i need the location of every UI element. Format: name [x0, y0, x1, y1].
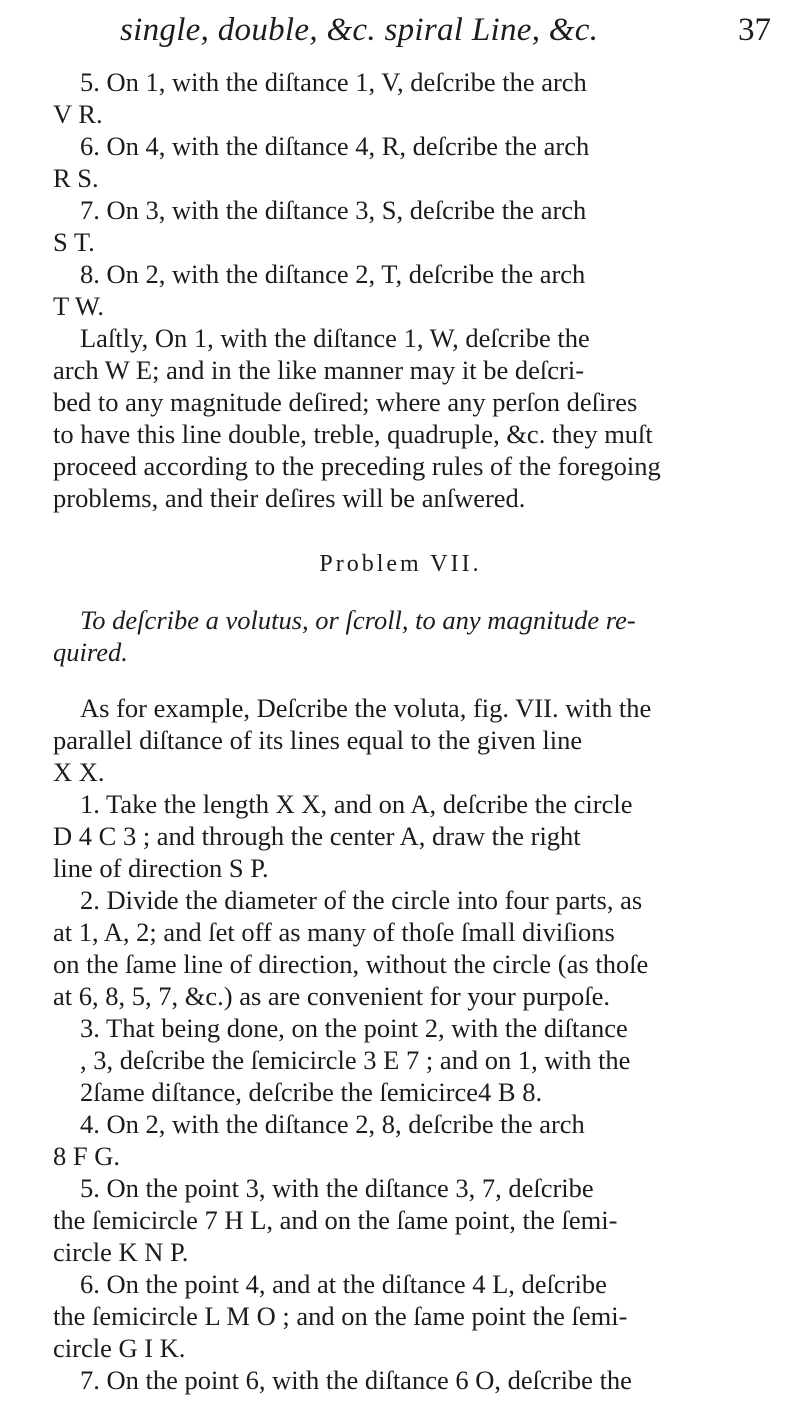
text-line: at 6, 8, 5, 7, &c.) as are convenient for your purpoſe. [53, 981, 611, 1011]
text-line: at 1, A, 2; and ſet off as many of thoſe ſmall diviſions [53, 917, 615, 947]
text-line: 7. On 3, with the diſtance 3, S, deſcribe the arch [80, 195, 587, 225]
text-line: the ſemicircle L M O ; and on the ſame point the ſemi- [53, 1301, 628, 1331]
text-line: arch W E; and in the like manner may it be deſcri- [53, 355, 585, 385]
text-line: parallel diſtance of its lines equal to the given line [53, 725, 583, 755]
text-line: Laſtly, On 1, with the diſtance 1, W, deſcribe the [80, 323, 590, 353]
text-line: proceed according to the preceding rules of the foregoing [53, 451, 661, 481]
text-line: 5. On the point 3, with the diſtance 3, 7, deſcribe [80, 1173, 594, 1203]
text-line: 8 F G. [53, 1141, 121, 1171]
text-line: R S. [53, 163, 99, 193]
running-title: single, double, &c. spiral Line, &c. [120, 12, 599, 48]
text-line: S T. [53, 227, 95, 257]
text-line: D 4 C 3 ; and through the center A, draw the right [53, 821, 581, 851]
text-line: As for example, Deſcribe the voluta, fig. VII. with the [80, 693, 652, 723]
text-line: 6. On the point 4, and at the diſtance 4 L, deſcribe [80, 1269, 607, 1299]
text-line: X X. [53, 757, 105, 787]
text-line: line of direction S P. [53, 853, 269, 883]
text-line: V R. [53, 99, 103, 129]
text-line: 2ſame diſtance, deſcribe the ſemicirce4 B 8. [80, 1077, 543, 1107]
text-line: circle K N P. [53, 1237, 189, 1267]
text-line: 4. On 2, with the diſtance 2, 8, deſcribe the arch [80, 1109, 585, 1139]
text-line: , 3, deſcribe the ſemicircle 3 E 7 ; and on 1, with the [80, 1045, 631, 1075]
text-line: 7. On the point 6, with the diſtance 6 O, deſcribe the [80, 1365, 632, 1395]
problem-heading: Problem VII. [319, 551, 482, 577]
text-line: to have this line double, treble, quadruple, &c. they muſt [53, 419, 653, 449]
text-line: bed to any magnitude deſired; where any perſon deſires [53, 387, 638, 417]
text-line: 5. On 1, with the diſtance 1, V, deſcribe the arch [80, 67, 587, 97]
text-line: problems, and their deſires will be anſwered. [53, 483, 526, 513]
text-line: 3. That being done, on the point 2, with the diſtance [80, 1013, 628, 1043]
page-number: 37 [738, 12, 771, 48]
text-line: 6. On 4, with the diſtance 4, R, deſcribe the arch [80, 131, 590, 161]
problem-title: To deſcribe a volutus, or ſcroll, to any magnitude re- [80, 605, 636, 635]
text-line: on the ſame line of direction, without the circle (as thoſe [53, 949, 649, 979]
text-line: 1. Take the length X X, and on A, deſcribe the circle [80, 789, 633, 819]
text-line: circle G I K. [53, 1333, 186, 1363]
text-line: the ſemicircle 7 H L, and on the ſame point, the ſemi- [53, 1205, 618, 1235]
problem-title-continued: quired. [53, 637, 128, 667]
text-line: T W. [53, 291, 105, 321]
text-line: 8. On 2, with the diſtance 2, T, deſcribe the arch [80, 259, 586, 289]
text-line: 2. Divide the diameter of the circle into four parts, as [80, 885, 643, 915]
